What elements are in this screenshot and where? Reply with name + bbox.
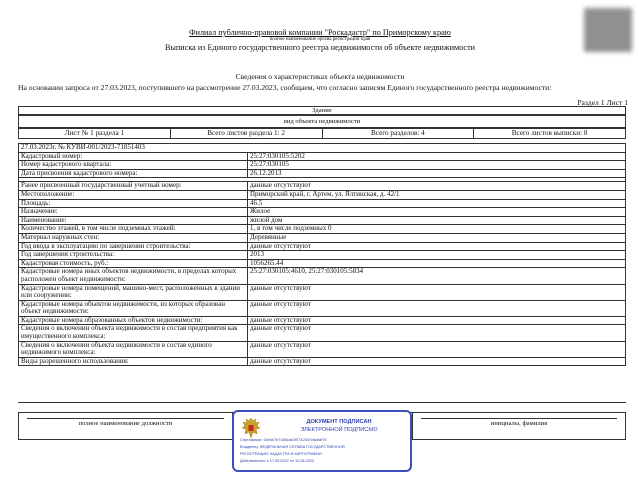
sheet-info-cell: Всего разделов: 4 [323,129,475,138]
table-row: Площадь: 46.5 [19,199,626,208]
table-row: Местоположение: Приморский край, г. Артем, ул. Ялтинская, д. 42/1 [19,190,626,199]
position-cell [19,413,233,439]
table-row: Сведения о включении объекта недвижимости в состав предприятия как имущественного комплекса: данные отсутствуют [19,325,626,341]
section-label: Раздел 1 Лист 1 [577,98,628,107]
sheet-info-cell: Всего листов выписки: 8 [511,129,588,137]
document-number: 27.03.2023г. № КУВИ-001/2023-71851403 [19,144,626,153]
sheet-info-cell: Всего листов раздела 1: 2 [171,129,323,138]
stamp-subtitle: ЭЛЕКТРОННОЙ ПОДПИСЬЮ [300,427,378,433]
section-title: Сведения о характеристиках объекта недвижимости [235,72,405,81]
table-row: Год завершения строительства: 2013 [19,251,626,260]
table-row: Кадастровый номер: 25:27:030105:5202 [19,152,626,161]
stamp-certificate: Сертификат: 00e4b7b7485cad1f0742047cfadfaf78 [240,438,327,442]
org-name: Филиал публично-правовой компании "Роскадастр" по Приморскому краю [189,28,451,37]
table-row: Год ввода в эксплуатацию по завершении строительства: данные отсутствуют [19,242,626,251]
table-row: Кадастровые номера помещений, машино-мест, расположенных в здании или сооружении: данные отсутствуют [19,284,626,300]
table-row: Кадастровые номера объектов недвижимости, из которых образован объект недвижимости: данные отсутствуют [19,300,626,316]
table-row: Кадастровые номера образованных объектов недвижимости: данные отсутствуют [19,316,626,325]
sheet-info [18,128,626,139]
stamp-owner: Владелец: ФЕДЕРАЛЬНАЯ СЛУЖБА ГОСУДАРСТВЕННОЙ [240,445,345,449]
name-cell [413,413,625,439]
table-row: Наименование: жилой дом [19,216,626,225]
table-row: Кадастровые номера иных объектов недвижимости, в пределах которых расположен объект недвижимости: 25:27:030105:4610, 25:27:030105:5834 [19,268,626,284]
table-row: Номер кадастрового квартала: 25:27:030105 [19,161,626,170]
object-type-caption: вид объекта недвижимости [18,115,626,128]
name-caption: инициалы, фамилия [490,420,548,427]
table-row: Сведения о включении объекта недвижимости в состав единого недвижимого комплекса: данные отсутствуют [19,341,626,357]
object-type: Здание [18,106,626,115]
table-row: Ранее присвоенный государственный учетный номер: данные отсутствуют [19,182,626,191]
request-text: На основании запроса от 27.03.2023, поступившего на рассмотрение 27.03.2023, сообщаем, что согласно записям Единого государственного реестра недвижимости: [18,83,552,92]
table-row: Назначение: Жилое [19,208,626,217]
table-row: Материал наружных стен: Деревянные [19,233,626,242]
document-title: Выписка из Единого государственного реестра недвижимости об объекте недвижимости [164,43,476,52]
position-caption: полное наименование должности [78,420,173,427]
sheet-info-cell: Лист № 1 раздела 1 [19,129,171,138]
org-note: полное наименование органа регистрации прав [269,37,371,42]
properties-table [18,143,626,366]
electronic-signature-stamp [232,410,412,472]
table-row: Количество этажей, в том числе подземных этажей: 1, в том числе подземных 0 [19,225,626,234]
stamp-title: ДОКУМЕНТ ПОДПИСАН [306,419,372,425]
stamp-validity: Действителен: с 17.05.2022 по 10.08.2023 [240,459,315,463]
table-row: Кадастровая стоимость, руб.: 1056265.44 [19,259,626,268]
stamp-owner-2: РЕГИСТРАЦИИ, КАДАСТРА И КАРТОГРАФИИ [240,452,322,456]
table-row: Виды разрешенного использования: данные отсутствуют [19,357,626,366]
table-row: Дата присвоения кадастрового номера: 26.12.2013 [19,169,626,178]
